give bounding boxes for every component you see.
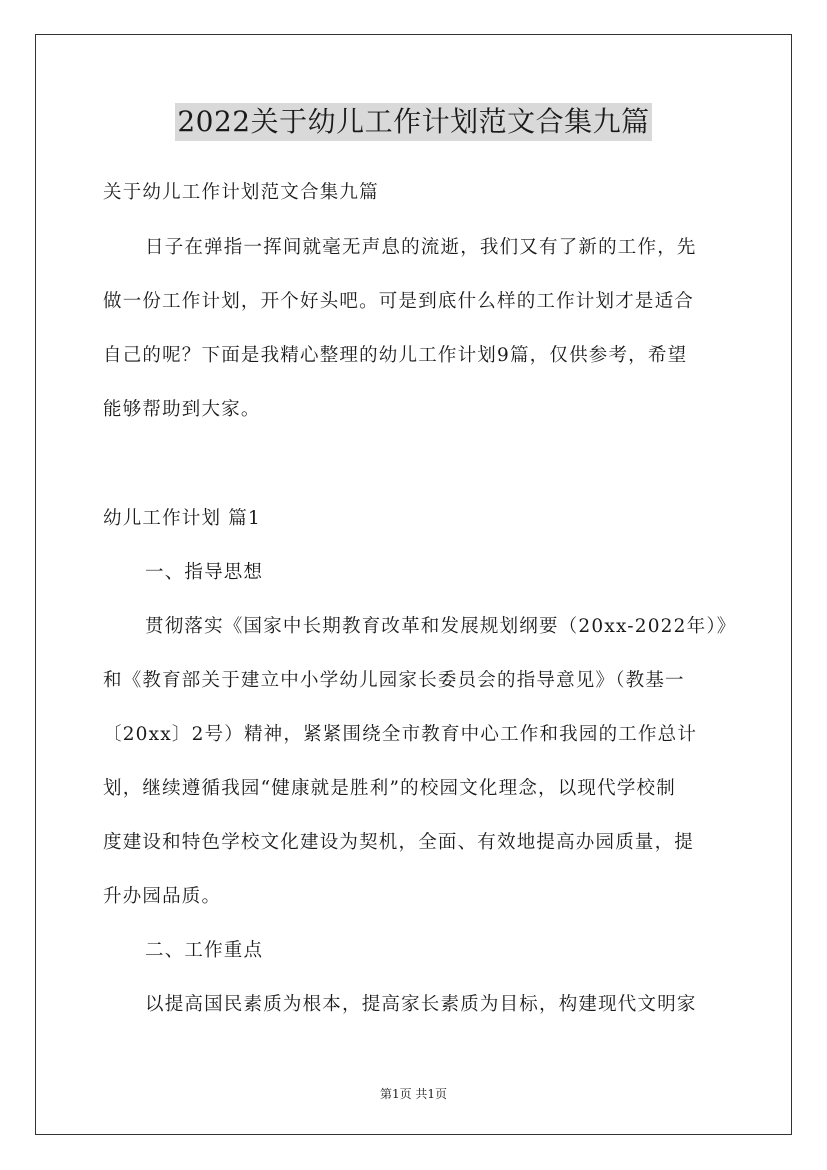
section-heading: 幼儿工作计划 篇1 (103, 508, 261, 529)
subtitle-line: 关于幼儿工作计划范文合集九篇 (103, 182, 379, 203)
paragraph-line: 升办园品质。 (103, 886, 222, 907)
subsection-heading: 二、工作重点 (145, 940, 264, 961)
paragraph-line: 和《教育部关于建立中小学幼儿园家长委员会的指导意见》（教基一 (103, 670, 685, 691)
paragraph-line: 日子在弹指一挥间就毫无声息的流逝，我们又有了新的工作，先 (145, 237, 697, 258)
paragraph-line: 〔20xx〕2号）精神，紧紧围绕全市教育中心工作和我园的工作总计 (103, 724, 698, 745)
paragraph-line: 做一份工作计划，开个好头吧。可是到底什么样的工作计划才是适合 (103, 291, 695, 312)
paragraph-line: 自己的呢？下面是我精心整理的幼儿工作计划9篇，仅供参考，希望 (103, 345, 688, 366)
paragraph-line: 度建设和特色学校文化建设为契机，全面、有效地提高办园质量，提 (103, 832, 695, 853)
subsection-heading: 一、指导思想 (145, 562, 264, 583)
paragraph-line: 划，继续遵循我园“健康就是胜利”的校园文化理念，以现代学校制 (103, 778, 676, 799)
paragraph-line: 贯彻落实《国家中长期教育改革和发展规划纲要（20xx-2022年）》 (145, 616, 737, 637)
paragraph-line: 能够帮助到大家。 (103, 399, 261, 420)
document-title: 2022关于幼儿工作计划范文合集九篇 (175, 103, 651, 141)
title-container (0, 103, 827, 141)
paragraph-line: 以提高国民素质为根本，提高家长素质为目标，构建现代文明家 (145, 994, 697, 1015)
page-footer: 第1页 共1页 (379, 1087, 448, 1101)
